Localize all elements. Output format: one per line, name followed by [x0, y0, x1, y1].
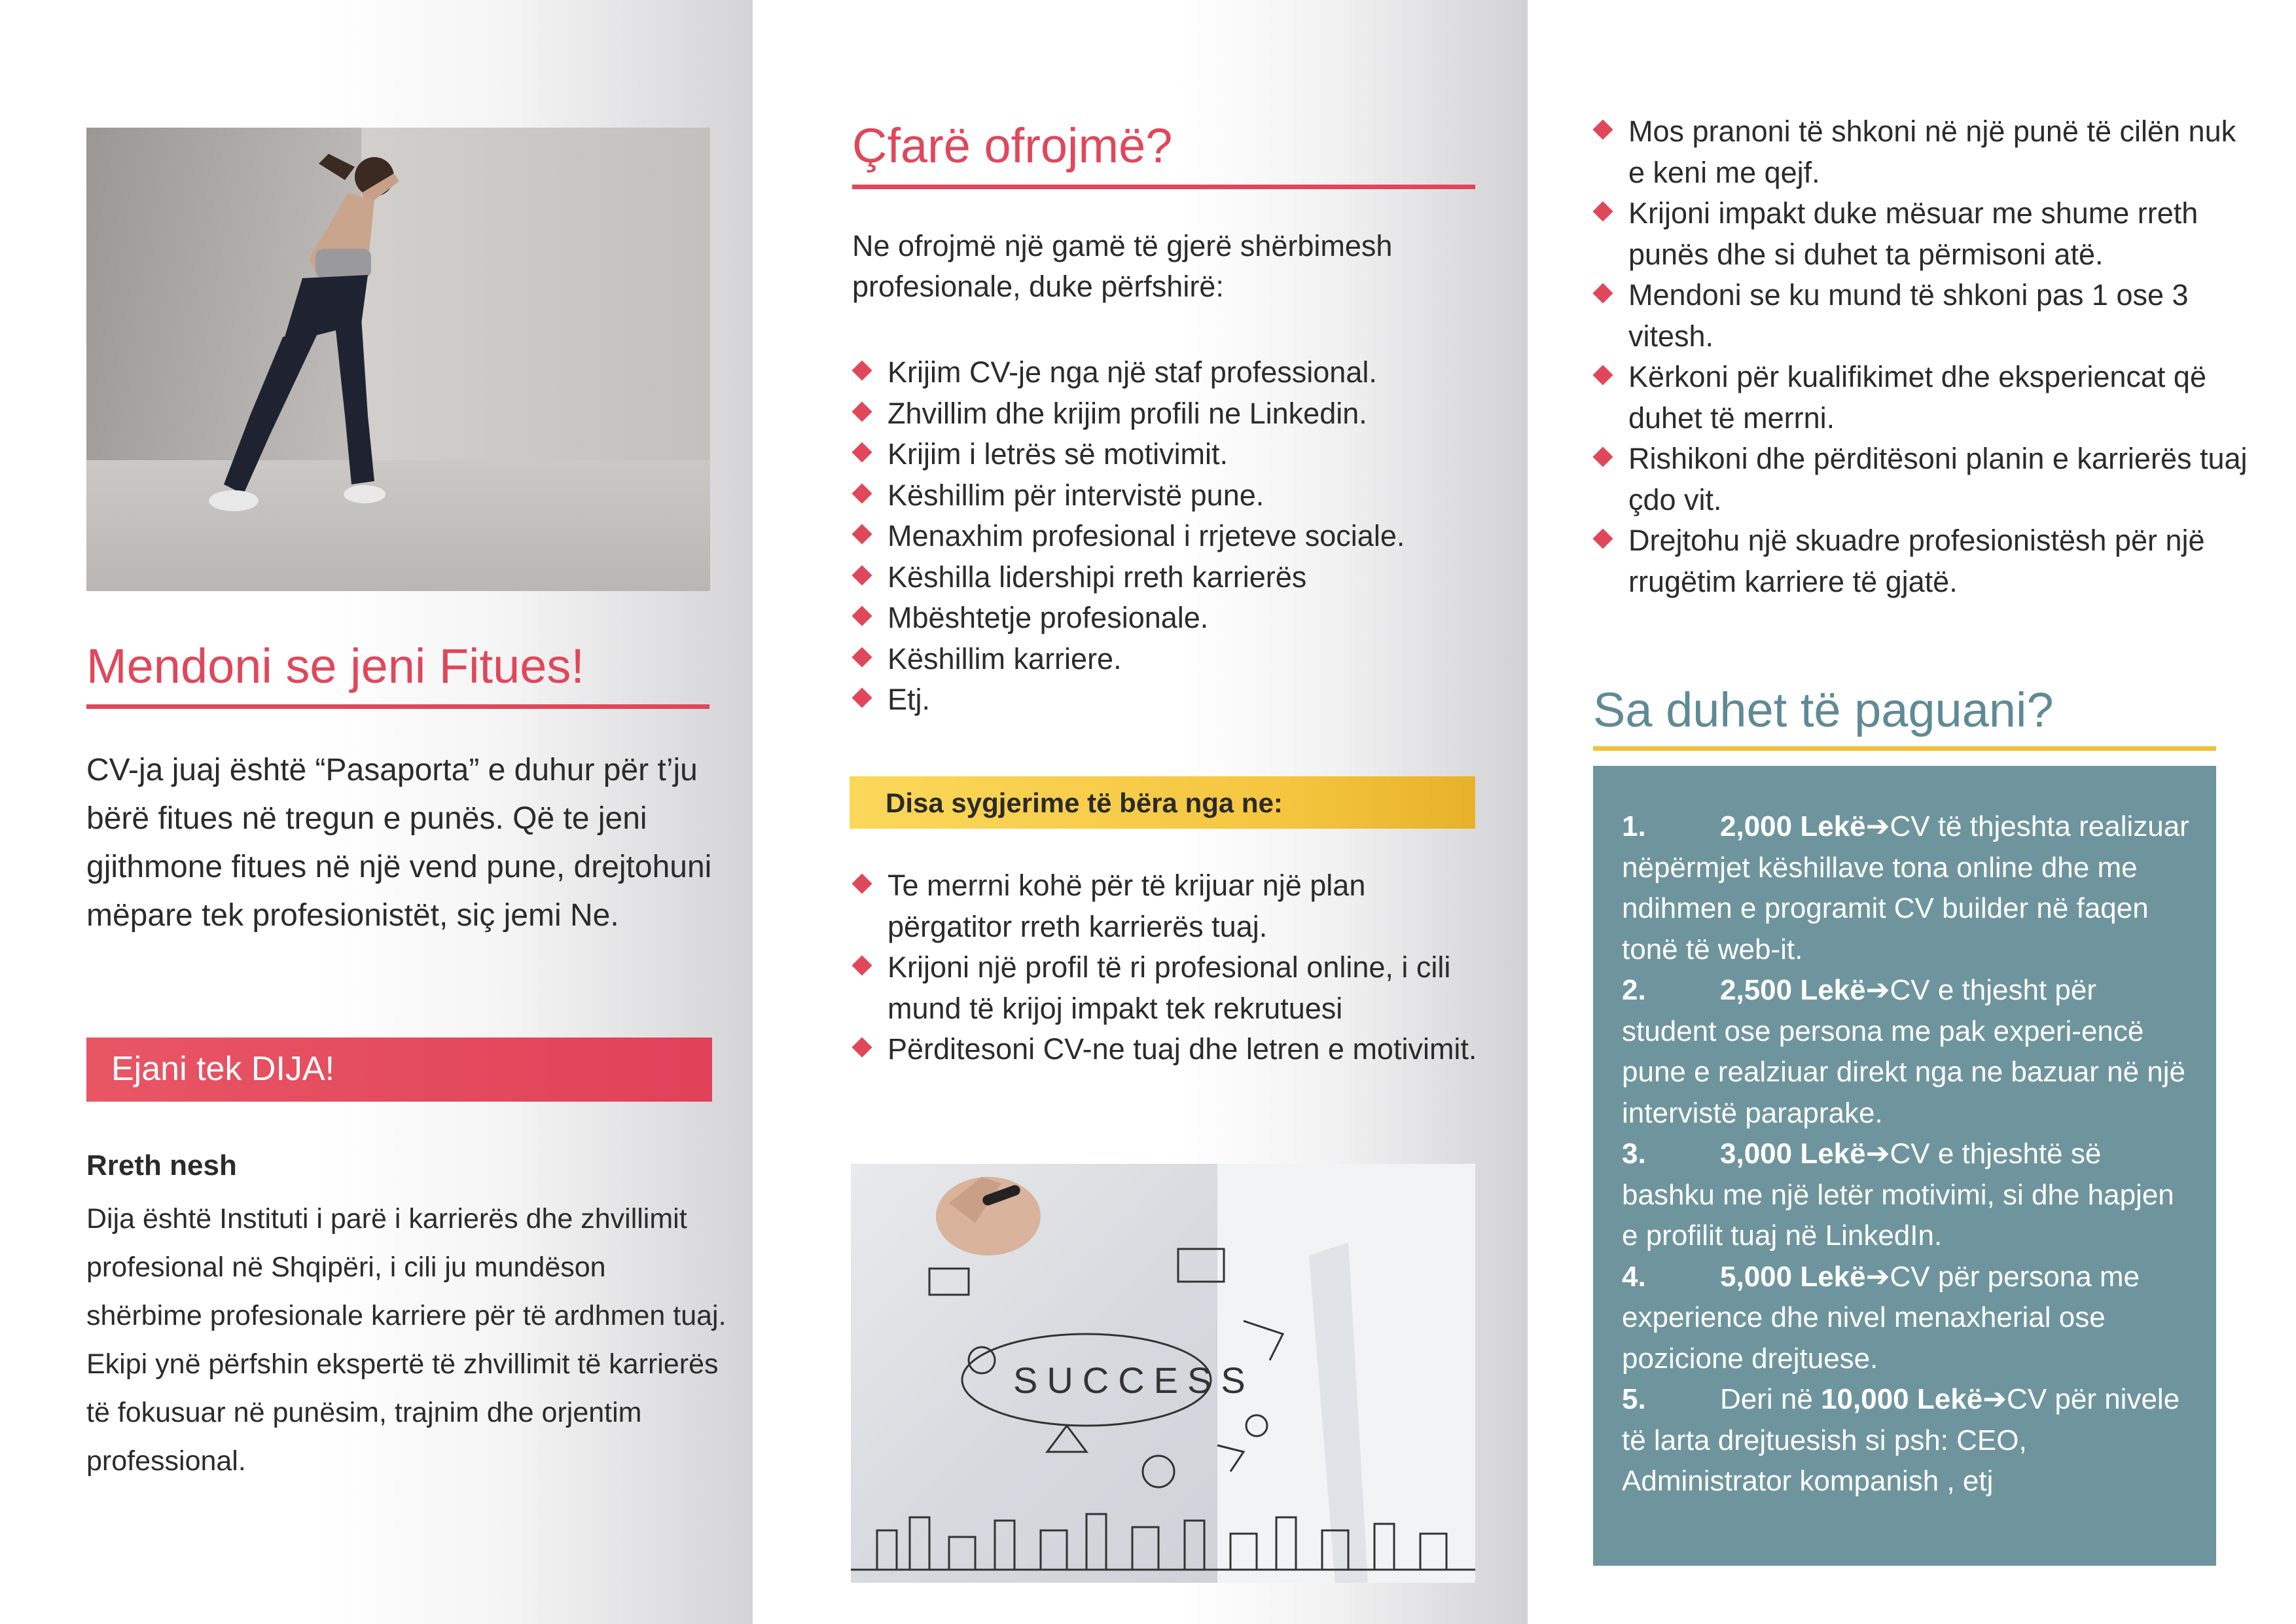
list-item: Krijoni impakt duke mësuar me shume rreth punës dhe si duhet ta përmisoni atë.: [1593, 193, 2248, 275]
list-item: Mendoni se ku mund të shkoni pas 1 ose 3 vitesh.: [1593, 275, 2248, 357]
cta-banner: [86, 1038, 712, 1102]
about-body: [86, 1195, 728, 1485]
tips-list: [1593, 111, 2248, 602]
title-underline: [1593, 746, 2216, 751]
list-item: Këshillim për intervistë pune.: [852, 475, 1494, 516]
pricing-list: [1622, 806, 2198, 1502]
price-item: 4. 5,000 Lekë➔CV për persona me experience dhe nivel menaxherial ose pozicione drejtuese.: [1622, 1260, 2140, 1375]
pricing-box: [1593, 766, 2216, 1566]
price-item: 5. Deri në 10,000 Lekë➔CV për nivele të larta drejtuesish si psh: CEO, Administrator kompanish , etj: [1622, 1383, 2180, 1497]
diamond-bullet-icon: [1592, 283, 1613, 303]
list-item: Krijim i letrës së motivimit.: [852, 434, 1494, 475]
diamond-bullet-icon: [852, 524, 872, 544]
sketch-success-word: SUCCESS: [1013, 1360, 1255, 1401]
suggestions-heading: Disa sygjerime të bëra nga ne:: [886, 787, 1283, 818]
about-paragraph-2: Ekipi ynë përfshin ekspertë të zhvillimit të karrierës të fokusuar në punësim, trajnim dhe orjentim professional.: [86, 1348, 719, 1477]
panel2-title: Çfarë ofrojmë?: [852, 118, 1173, 173]
intro-paragraph: CV-ja juaj është “Pasaporta” e duhur për t’ju bërë fitues në tregun e punës. Që te jeni gjithmone fitues në një vend pune, drejtohuni mëpare tek profesionistët, siç jemi Ne.: [86, 753, 712, 933]
pricing-title: Sa duhet të paguani?: [1593, 683, 2054, 737]
suggestions-list: [852, 865, 1494, 1070]
diamond-bullet-icon: [852, 647, 872, 667]
about-heading: Rreth nesh: [86, 1149, 237, 1182]
list-item: Mbështetje profesionale.: [852, 598, 1494, 639]
list-item: Te merrni kohë për të krijuar një plan përgatitor rreth karrierës tuaj.: [852, 865, 1494, 947]
price-item: 1. 2,000 Lekë➔CV të thjeshta realizuar nëpërmjet këshillave tona online dhe me ndihmen e programit CV builder në faqen tonë të web-it.: [1622, 810, 2189, 965]
price-item: 2. 2,500 Lekë➔CV e thjesht për student ose persona me pak experi-encë pune e realziuar direkt nga ne bazuar në një intervistë paraprake.: [1622, 974, 2186, 1129]
athlete-photo: [86, 128, 710, 591]
diamond-bullet-icon: [852, 565, 872, 585]
list-item: Përditesoni CV-ne tuaj dhe letren e motivimit.: [852, 1029, 1494, 1070]
arrow-right-icon: ➔: [1865, 810, 1890, 842]
list-item: Krijim CV-je nga një staf professional.: [852, 352, 1494, 393]
diamond-bullet-icon: [852, 442, 872, 462]
arrow-right-icon: ➔: [1982, 1383, 2007, 1415]
diamond-bullet-icon: [1592, 446, 1613, 467]
diamond-bullet-icon: [852, 605, 872, 626]
diamond-bullet-icon: [852, 360, 872, 380]
cta-banner-text: Ejani tek DIJA!: [111, 1050, 335, 1088]
diamond-bullet-icon: [1592, 528, 1613, 549]
list-item: Menaxhim profesional i rrjeteve sociale.: [852, 516, 1494, 557]
diamond-bullet-icon: [1592, 119, 1613, 139]
title-underline: [86, 704, 709, 709]
panel-left: [0, 0, 753, 1624]
list-item: Etj.: [852, 679, 1494, 721]
list-item: Mos pranoni të shkoni në një punë të cilën nuk e keni me qejf.: [1593, 111, 2248, 193]
services-intro: Ne ofrojmë një gamë të gjerë shërbimesh profesionale, duke përfshirë:: [852, 229, 1393, 303]
success-sketch-photo: [851, 1164, 1475, 1583]
list-item: Zhvillim dhe krijim profili ne Linkedin.: [852, 393, 1494, 435]
title-underline: [852, 185, 1475, 189]
list-item: Drejtohu një skuadre profesionistësh për një rrugëtim karriere të gjatë.: [1593, 520, 2248, 602]
list-item: Këshilla lidershipi rreth karrierës: [852, 557, 1494, 598]
suggestions-banner: [850, 776, 1475, 829]
arrow-right-icon: ➔: [1865, 1138, 1890, 1170]
diamond-bullet-icon: [852, 483, 872, 503]
diamond-bullet-icon: [852, 955, 872, 975]
diamond-bullet-icon: [852, 687, 872, 708]
diamond-bullet-icon: [852, 1037, 872, 1057]
diamond-bullet-icon: [852, 873, 872, 893]
list-item: Krijoni një profil të ri profesional online, i cili mund të krijoj impakt tek rekrutuesi: [852, 947, 1494, 1029]
about-paragraph-1: Dija është Instituti i parë i karrierës dhe zhvillimit profesional në Shqipëri, i cili ju mundëson shërbime profesionale karriere për të ardhmen tuaj.: [86, 1203, 726, 1331]
services-list: [852, 352, 1494, 721]
list-item: Këshillim karriere.: [852, 639, 1494, 680]
diamond-bullet-icon: [1592, 201, 1613, 221]
price-item: 3. 3,000 Lekë➔CV e thjeshtë së bashku me një letër motivimi, si dhe hapjen e profilit tuaj në LinkedIn.: [1622, 1138, 2174, 1252]
arrow-right-icon: ➔: [1865, 1260, 1890, 1293]
diamond-bullet-icon: [852, 401, 872, 422]
arrow-right-icon: ➔: [1865, 974, 1890, 1006]
diamond-bullet-icon: [1592, 365, 1613, 385]
list-item: Rishikoni dhe përditësoni planin e karrierës tuaj çdo vit.: [1593, 439, 2248, 520]
list-item: Kërkoni për kualifikimet dhe eksperiencat që duhet të merrni.: [1593, 357, 2248, 439]
panel1-title: Mendoni se jeni Fitues!: [86, 639, 584, 693]
